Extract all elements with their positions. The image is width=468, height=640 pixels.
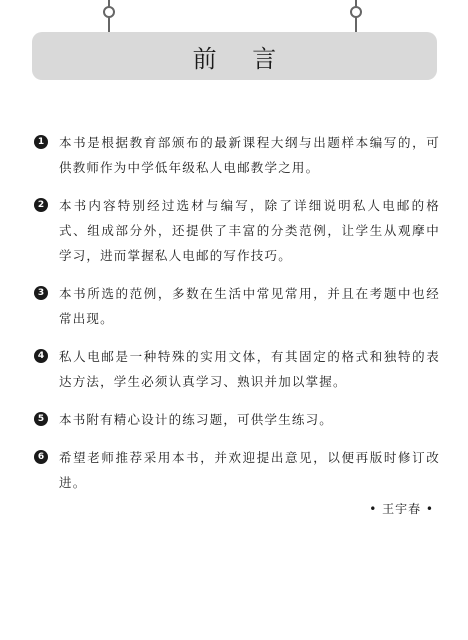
list-item-text: 本书内容特别经过选材与编写，除了详细说明私人电邮的格式、组成部分外，还提供了丰富的分类范例，让学生从观摩中学习，进而掌握私人电邮的写作技巧。 [59,198,440,263]
list-item-text: 本书是根据教育部颁布的最新课程大纲与出题样本编写的，可供教师作为中学低年级私人电邮教学之用。 [59,135,440,175]
list-item [34,344,440,394]
list-item [34,445,440,495]
list-item-text: 本书所选的范例，多数在生活中常见常用，并且在考题中也经常出现。 [59,286,440,326]
preface-list [34,130,440,508]
number-bullet-icon: 2 [34,198,48,212]
page-title: 前 言 [192,44,291,73]
number-bullet-icon: 4 [34,349,48,363]
title-banner [32,32,437,80]
number-bullet-icon: 5 [34,412,48,426]
list-item [34,407,440,432]
hanger-ring-right [350,6,362,18]
list-item [34,193,440,268]
list-item [34,281,440,331]
list-item-text: 私人电邮是一种特殊的实用文体，有其固定的格式和独特的表达方法，学生必须认真学习、熟识并加以掌握。 [59,349,440,389]
list-item-text: 希望老师推荐采用本书，并欢迎提出意见，以便再版时修订改进。 [59,450,440,490]
list-item [34,130,440,180]
hanger-ring-left [103,6,115,18]
author-signature: • 王宇春 • [369,502,434,516]
number-bullet-icon: 1 [34,135,48,149]
list-item-text: 本书附有精心设计的练习题，可供学生练习。 [59,412,334,427]
number-bullet-icon: 3 [34,286,48,300]
number-bullet-icon: 6 [34,450,48,464]
